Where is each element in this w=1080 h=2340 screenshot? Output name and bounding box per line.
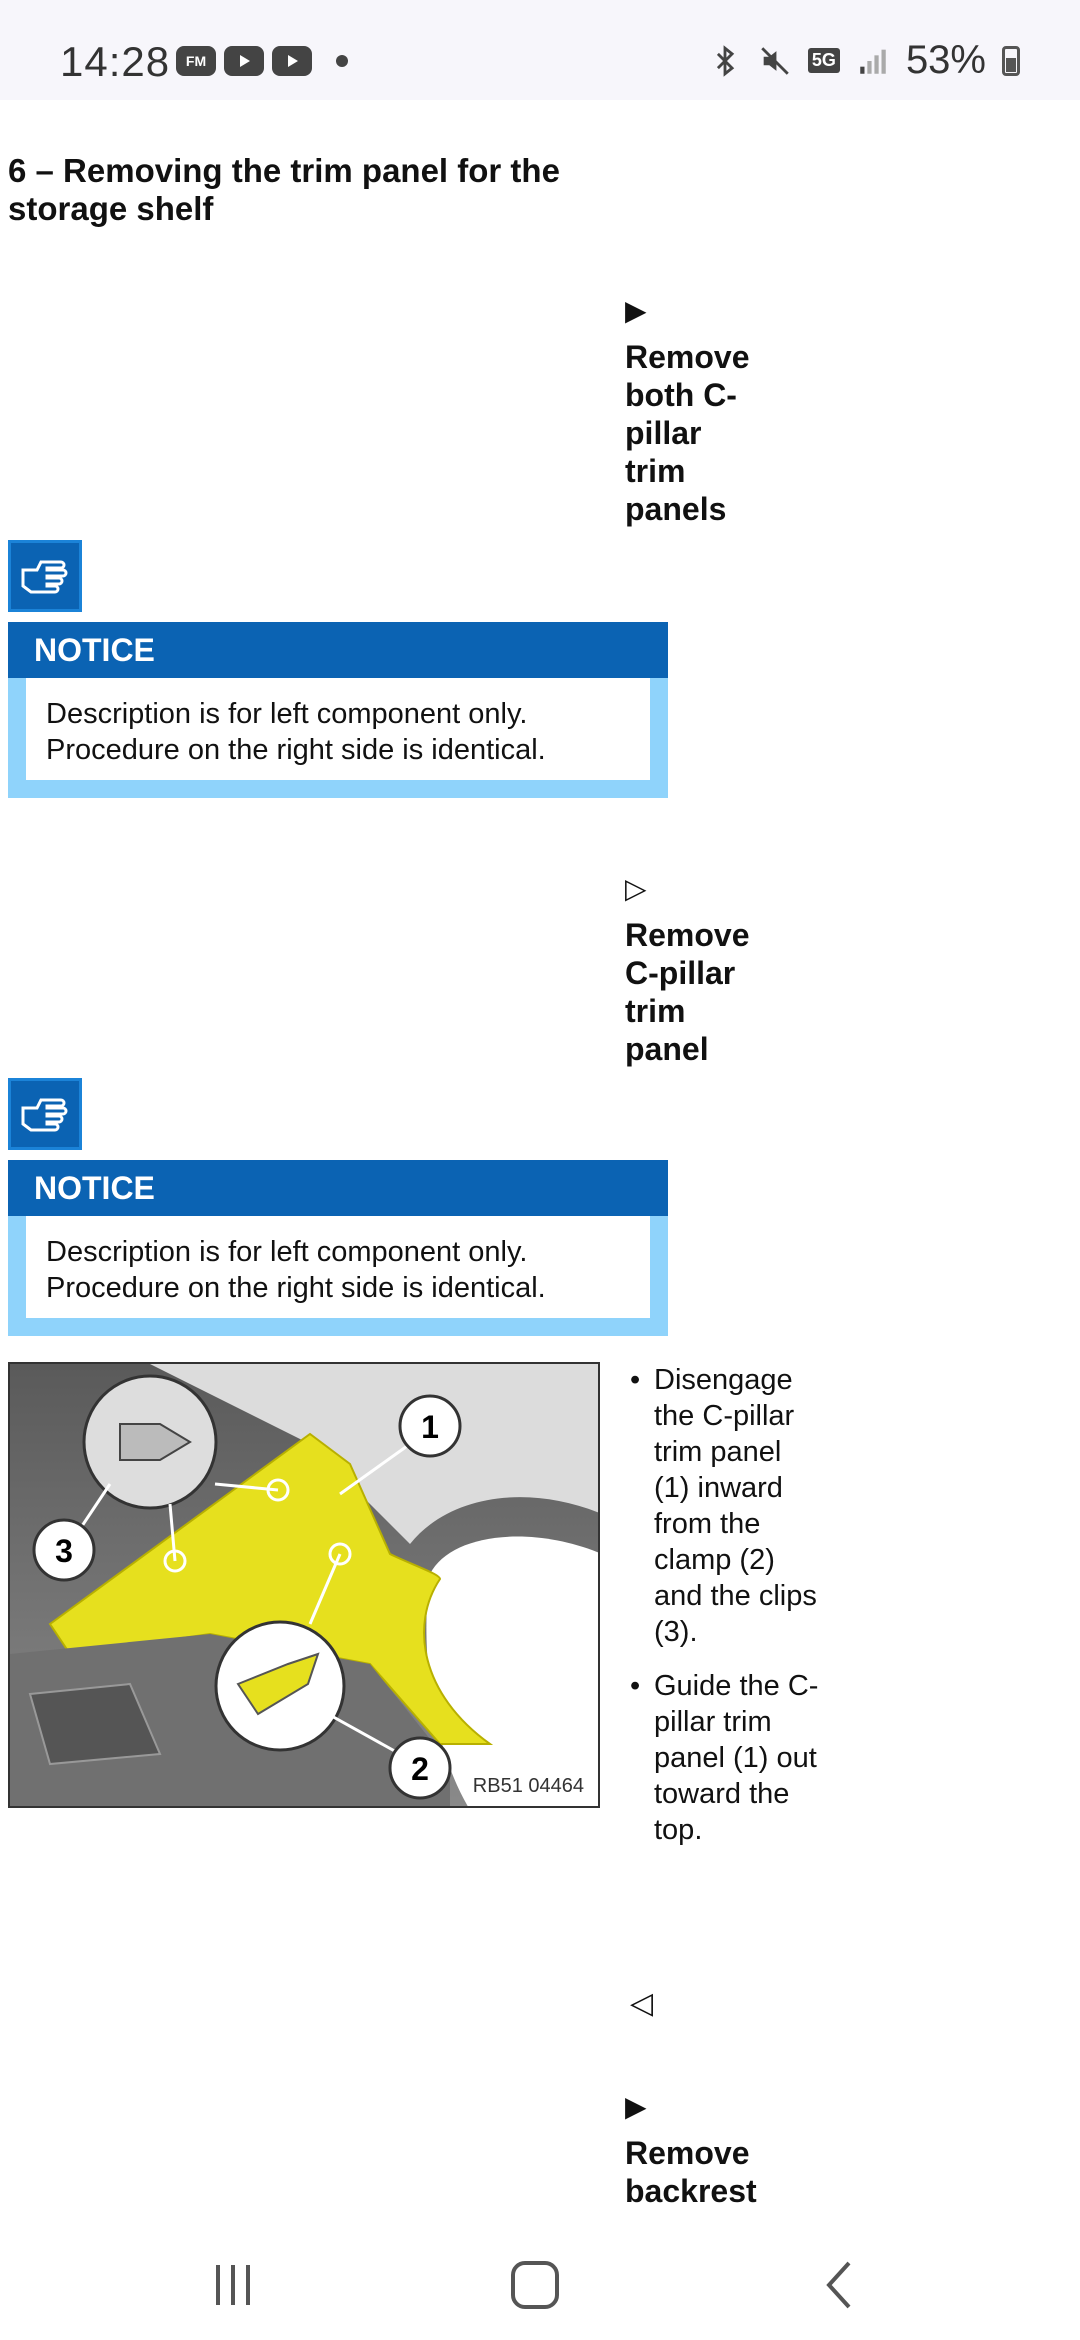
pointing-hand-icon (8, 540, 82, 612)
battery-percent: 53% (905, 38, 986, 82)
notice-box (8, 1160, 668, 1336)
pointing-hand-icon (8, 1078, 82, 1150)
notice-box (8, 622, 668, 798)
notification-icons (176, 46, 348, 76)
step-marker-filled: ▶ (625, 2091, 647, 2122)
home-button[interactable] (500, 2250, 570, 2320)
step-label: Remove backrest (625, 2135, 757, 2209)
figure-id: RB51 04464 (467, 1773, 590, 1800)
back-icon (815, 2257, 865, 2313)
svg-text:3: 3 (55, 1533, 73, 1569)
step-marker-filled: ▶ (625, 295, 647, 326)
more-notifications-dot (336, 55, 348, 67)
svg-text:2: 2 (411, 1751, 429, 1787)
notice-heading: NOTICE (8, 622, 668, 678)
step-label: Remove C-pillar trim panel (625, 917, 750, 1067)
step-remove-both-panels[interactable] (625, 292, 765, 528)
mute-icon (758, 44, 792, 78)
back-button[interactable] (805, 2250, 875, 2320)
notice-text: Description is for left component only. Procedure on the right side is identical. (26, 1216, 650, 1318)
instruction-item: • Guide the C-pillar trim panel (1) out toward the top. (630, 1668, 820, 1848)
bluetooth-icon (708, 44, 742, 78)
callout-1 (400, 1396, 460, 1456)
step-marker-outline: ▷ (625, 873, 647, 904)
status-time: 14:28 (60, 38, 171, 85)
callout-2 (390, 1738, 450, 1798)
battery-icon (1002, 46, 1020, 76)
step-remove-c-pillar-panel[interactable] (625, 870, 765, 1068)
status-bar (0, 0, 1080, 100)
notice-text: Description is for left component only. Procedure on the right side is identical. (26, 678, 650, 780)
instruction-item: • Disengage the C-pillar trim panel (1) inward from the clamp (2) and the clips (3). (630, 1362, 820, 1650)
callout-3 (34, 1520, 94, 1580)
svg-text:1: 1 (421, 1409, 439, 1445)
section-title: 6 – Removing the trim panel for the storage shelf (8, 152, 560, 227)
home-icon (507, 2257, 563, 2313)
signal-icon (856, 44, 890, 78)
step-end-marker[interactable]: ◁ (630, 1987, 654, 2020)
step-remove-backrest[interactable] (625, 2088, 765, 2210)
youtube-icon (224, 46, 264, 76)
step-label: Remove both C-pillar trim panels (625, 339, 750, 527)
network-type: 5G (808, 48, 840, 73)
recent-apps-button[interactable] (198, 2250, 268, 2320)
system-status (708, 38, 1020, 83)
recents-icon (208, 2260, 258, 2310)
instruction-list (630, 1362, 820, 1866)
notice-heading: NOTICE (8, 1160, 668, 1216)
fm-app-icon: FM (176, 46, 216, 76)
youtube-icon (272, 46, 312, 76)
navigation-bar (0, 2220, 1080, 2340)
c-pillar-illustration[interactable] (8, 1362, 600, 1808)
